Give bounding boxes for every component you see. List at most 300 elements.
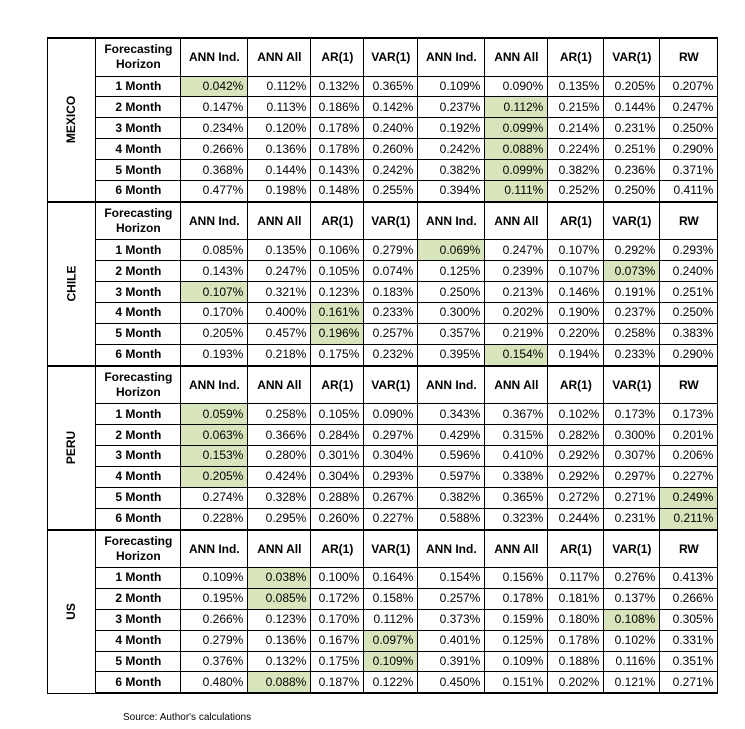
best-value-cell: 0.038% xyxy=(248,568,311,589)
value-cell: 0.109% xyxy=(181,568,248,589)
table-row xyxy=(48,344,718,365)
value-cell: 0.228% xyxy=(181,508,248,529)
horizon-label: 5 Month xyxy=(96,487,181,508)
value-cell: 0.331% xyxy=(660,630,718,651)
value-cell: 0.106% xyxy=(311,240,364,261)
country-name: US xyxy=(64,603,79,621)
value-cell: 0.112% xyxy=(248,76,311,97)
country-label xyxy=(48,366,96,530)
forecasting-horizon-header: Forecasting Horizon xyxy=(96,202,181,240)
table-row xyxy=(48,568,718,589)
horizon-label: 3 Month xyxy=(96,118,181,139)
value-cell: 0.257% xyxy=(418,588,485,609)
value-cell: 0.190% xyxy=(548,303,604,324)
value-cell: 0.178% xyxy=(311,118,364,139)
value-cell: 0.413% xyxy=(660,568,718,589)
value-cell: 0.257% xyxy=(364,323,418,344)
value-cell: 0.202% xyxy=(485,303,548,324)
horizon-label: 1 Month xyxy=(96,240,181,261)
header-row xyxy=(48,202,718,240)
value-cell: 0.271% xyxy=(604,487,660,508)
column-header: ANN All xyxy=(485,366,548,404)
value-cell: 0.148% xyxy=(311,180,364,201)
value-cell: 0.201% xyxy=(660,425,718,446)
value-cell: 0.382% xyxy=(548,160,604,181)
value-cell: 0.159% xyxy=(485,609,548,630)
value-cell: 0.383% xyxy=(660,323,718,344)
country-name: CHILE xyxy=(64,265,79,302)
value-cell: 0.276% xyxy=(604,568,660,589)
value-cell: 0.293% xyxy=(660,240,718,261)
table-row xyxy=(48,588,718,609)
horizon-label: 3 Month xyxy=(96,609,181,630)
value-cell: 0.198% xyxy=(248,180,311,201)
value-cell: 0.192% xyxy=(418,118,485,139)
value-cell: 0.135% xyxy=(248,240,311,261)
value-cell: 0.282% xyxy=(548,425,604,446)
value-cell: 0.202% xyxy=(548,672,604,693)
value-cell: 0.365% xyxy=(364,76,418,97)
table-row xyxy=(48,672,718,693)
country-label xyxy=(48,530,96,694)
value-cell: 0.175% xyxy=(311,344,364,365)
value-cell: 0.239% xyxy=(485,261,548,282)
table-row xyxy=(48,323,718,344)
value-cell: 0.144% xyxy=(248,160,311,181)
value-cell: 0.305% xyxy=(660,609,718,630)
column-header: VAR(1) xyxy=(364,38,418,76)
value-cell: 0.295% xyxy=(248,508,311,529)
value-cell: 0.191% xyxy=(604,282,660,303)
value-cell: 0.596% xyxy=(418,445,485,466)
best-value-cell: 0.111% xyxy=(485,180,548,201)
value-cell: 0.279% xyxy=(364,240,418,261)
value-cell: 0.218% xyxy=(248,344,311,365)
forecast-error-table xyxy=(47,37,718,694)
value-cell: 0.105% xyxy=(311,404,364,425)
best-value-cell: 0.085% xyxy=(248,588,311,609)
horizon-label: 1 Month xyxy=(96,568,181,589)
value-cell: 0.173% xyxy=(604,404,660,425)
best-value-cell: 0.099% xyxy=(485,118,548,139)
horizon-label: 4 Month xyxy=(96,630,181,651)
best-value-cell: 0.063% xyxy=(181,425,248,446)
value-cell: 0.175% xyxy=(311,651,364,672)
column-header: ANN All xyxy=(485,202,548,240)
value-cell: 0.255% xyxy=(364,180,418,201)
column-header: ANN Ind. xyxy=(181,202,248,240)
value-cell: 0.214% xyxy=(548,118,604,139)
best-value-cell: 0.069% xyxy=(418,240,485,261)
horizon-label: 2 Month xyxy=(96,425,181,446)
column-header: ANN All xyxy=(248,366,311,404)
value-cell: 0.102% xyxy=(548,404,604,425)
value-cell: 0.376% xyxy=(181,651,248,672)
value-cell: 0.429% xyxy=(418,425,485,446)
value-cell: 0.215% xyxy=(548,97,604,118)
value-cell: 0.090% xyxy=(485,76,548,97)
value-cell: 0.480% xyxy=(181,672,248,693)
value-cell: 0.351% xyxy=(660,651,718,672)
best-value-cell: 0.211% xyxy=(660,508,718,529)
best-value-cell: 0.088% xyxy=(248,672,311,693)
best-value-cell: 0.109% xyxy=(364,651,418,672)
value-cell: 0.258% xyxy=(248,404,311,425)
value-cell: 0.237% xyxy=(418,97,485,118)
column-header: ANN All xyxy=(248,202,311,240)
value-cell: 0.250% xyxy=(418,282,485,303)
horizon-label: 2 Month xyxy=(96,261,181,282)
column-header: ANN Ind. xyxy=(418,38,485,76)
best-value-cell: 0.097% xyxy=(364,630,418,651)
value-cell: 0.321% xyxy=(248,282,311,303)
value-cell: 0.178% xyxy=(485,588,548,609)
country-name: PERU xyxy=(64,430,79,465)
value-cell: 0.137% xyxy=(604,588,660,609)
value-cell: 0.288% xyxy=(311,487,364,508)
value-cell: 0.102% xyxy=(604,630,660,651)
value-cell: 0.132% xyxy=(311,76,364,97)
best-value-cell: 0.042% xyxy=(181,76,248,97)
horizon-label: 4 Month xyxy=(96,466,181,487)
value-cell: 0.205% xyxy=(604,76,660,97)
column-header: VAR(1) xyxy=(364,366,418,404)
table-row xyxy=(48,651,718,672)
value-cell: 0.123% xyxy=(311,282,364,303)
value-cell: 0.237% xyxy=(604,303,660,324)
column-header: VAR(1) xyxy=(604,202,660,240)
value-cell: 0.181% xyxy=(548,588,604,609)
value-cell: 0.164% xyxy=(364,568,418,589)
value-cell: 0.368% xyxy=(181,160,248,181)
value-cell: 0.315% xyxy=(485,425,548,446)
horizon-label: 4 Month xyxy=(96,303,181,324)
value-cell: 0.307% xyxy=(604,445,660,466)
value-cell: 0.300% xyxy=(604,425,660,446)
value-cell: 0.173% xyxy=(660,404,718,425)
value-cell: 0.107% xyxy=(548,240,604,261)
best-value-cell: 0.088% xyxy=(485,139,548,160)
value-cell: 0.220% xyxy=(548,323,604,344)
value-cell: 0.284% xyxy=(311,425,364,446)
forecasting-horizon-header: Forecasting Horizon xyxy=(96,530,181,568)
header-row xyxy=(48,38,718,76)
value-cell: 0.266% xyxy=(181,139,248,160)
value-cell: 0.205% xyxy=(181,323,248,344)
horizon-label: 1 Month xyxy=(96,404,181,425)
column-header: AR(1) xyxy=(548,530,604,568)
value-cell: 0.328% xyxy=(248,487,311,508)
table-row xyxy=(48,404,718,425)
horizon-label: 6 Month xyxy=(96,672,181,693)
horizon-label: 5 Month xyxy=(96,160,181,181)
value-cell: 0.251% xyxy=(604,139,660,160)
value-cell: 0.395% xyxy=(418,344,485,365)
value-cell: 0.142% xyxy=(364,97,418,118)
value-cell: 0.297% xyxy=(604,466,660,487)
value-cell: 0.410% xyxy=(485,445,548,466)
table-row xyxy=(48,97,718,118)
value-cell: 0.290% xyxy=(660,139,718,160)
column-header: RW xyxy=(660,38,718,76)
value-cell: 0.242% xyxy=(418,139,485,160)
value-cell: 0.144% xyxy=(604,97,660,118)
value-cell: 0.109% xyxy=(485,651,548,672)
value-cell: 0.292% xyxy=(548,466,604,487)
header-row xyxy=(48,530,718,568)
value-cell: 0.240% xyxy=(364,118,418,139)
value-cell: 0.236% xyxy=(604,160,660,181)
value-cell: 0.125% xyxy=(485,630,548,651)
value-cell: 0.424% xyxy=(248,466,311,487)
value-cell: 0.154% xyxy=(418,568,485,589)
value-cell: 0.343% xyxy=(418,404,485,425)
horizon-label: 6 Month xyxy=(96,344,181,365)
value-cell: 0.231% xyxy=(604,118,660,139)
horizon-label: 6 Month xyxy=(96,180,181,201)
value-cell: 0.250% xyxy=(660,118,718,139)
value-cell: 0.401% xyxy=(418,630,485,651)
column-header: VAR(1) xyxy=(604,530,660,568)
value-cell: 0.109% xyxy=(418,76,485,97)
value-cell: 0.107% xyxy=(548,261,604,282)
column-header: AR(1) xyxy=(548,366,604,404)
column-header: ANN All xyxy=(485,530,548,568)
value-cell: 0.323% xyxy=(485,508,548,529)
column-header: ANN Ind. xyxy=(181,530,248,568)
value-cell: 0.116% xyxy=(604,651,660,672)
column-header: VAR(1) xyxy=(364,530,418,568)
value-cell: 0.373% xyxy=(418,609,485,630)
value-cell: 0.279% xyxy=(181,630,248,651)
best-value-cell: 0.249% xyxy=(660,487,718,508)
column-header: AR(1) xyxy=(548,202,604,240)
value-cell: 0.247% xyxy=(660,97,718,118)
table-row xyxy=(48,303,718,324)
horizon-label: 1 Month xyxy=(96,76,181,97)
best-value-cell: 0.153% xyxy=(181,445,248,466)
value-cell: 0.178% xyxy=(548,630,604,651)
country-label xyxy=(48,202,96,366)
table-row xyxy=(48,487,718,508)
value-cell: 0.117% xyxy=(548,568,604,589)
value-cell: 0.382% xyxy=(418,487,485,508)
value-cell: 0.105% xyxy=(311,261,364,282)
column-header: AR(1) xyxy=(311,202,364,240)
value-cell: 0.120% xyxy=(248,118,311,139)
column-header: ANN All xyxy=(248,530,311,568)
value-cell: 0.213% xyxy=(485,282,548,303)
value-cell: 0.394% xyxy=(418,180,485,201)
country-label xyxy=(48,38,96,202)
value-cell: 0.178% xyxy=(311,139,364,160)
horizon-label: 4 Month xyxy=(96,139,181,160)
value-cell: 0.125% xyxy=(418,261,485,282)
value-cell: 0.123% xyxy=(248,609,311,630)
column-header: VAR(1) xyxy=(604,38,660,76)
table-row xyxy=(48,180,718,201)
value-cell: 0.085% xyxy=(181,240,248,261)
horizon-label: 2 Month xyxy=(96,97,181,118)
horizon-label: 5 Month xyxy=(96,323,181,344)
column-header: ANN All xyxy=(485,38,548,76)
best-value-cell: 0.108% xyxy=(604,609,660,630)
value-cell: 0.143% xyxy=(181,261,248,282)
value-cell: 0.187% xyxy=(311,672,364,693)
value-cell: 0.280% xyxy=(248,445,311,466)
value-cell: 0.252% xyxy=(548,180,604,201)
best-value-cell: 0.099% xyxy=(485,160,548,181)
source-note: Source: Author's calculations xyxy=(123,712,252,723)
value-cell: 0.382% xyxy=(418,160,485,181)
best-value-cell: 0.154% xyxy=(485,344,548,365)
country-name: MEXICO xyxy=(64,96,79,144)
value-cell: 0.290% xyxy=(660,344,718,365)
table-row xyxy=(48,139,718,160)
value-cell: 0.247% xyxy=(485,240,548,261)
table-row xyxy=(48,282,718,303)
column-header: ANN Ind. xyxy=(181,366,248,404)
best-value-cell: 0.196% xyxy=(311,323,364,344)
value-cell: 0.244% xyxy=(548,508,604,529)
value-cell: 0.267% xyxy=(364,487,418,508)
forecasting-horizon-header: Forecasting Horizon xyxy=(96,38,181,76)
table-row xyxy=(48,445,718,466)
value-cell: 0.266% xyxy=(660,588,718,609)
value-cell: 0.457% xyxy=(248,323,311,344)
value-cell: 0.271% xyxy=(660,672,718,693)
value-cell: 0.292% xyxy=(604,240,660,261)
value-cell: 0.188% xyxy=(548,651,604,672)
best-value-cell: 0.073% xyxy=(604,261,660,282)
table-row xyxy=(48,76,718,97)
column-header: VAR(1) xyxy=(604,366,660,404)
column-header: AR(1) xyxy=(548,38,604,76)
value-cell: 0.219% xyxy=(485,323,548,344)
table-row xyxy=(48,609,718,630)
value-cell: 0.156% xyxy=(485,568,548,589)
horizon-label: 3 Month xyxy=(96,282,181,303)
value-cell: 0.292% xyxy=(548,445,604,466)
value-cell: 0.170% xyxy=(181,303,248,324)
value-cell: 0.121% xyxy=(604,672,660,693)
horizon-label: 2 Month xyxy=(96,588,181,609)
value-cell: 0.112% xyxy=(364,609,418,630)
value-cell: 0.247% xyxy=(248,261,311,282)
horizon-label: 5 Month xyxy=(96,651,181,672)
table-row xyxy=(48,160,718,181)
value-cell: 0.250% xyxy=(604,180,660,201)
value-cell: 0.180% xyxy=(548,609,604,630)
table-row xyxy=(48,261,718,282)
table-row xyxy=(48,466,718,487)
value-cell: 0.227% xyxy=(364,508,418,529)
value-cell: 0.231% xyxy=(604,508,660,529)
table-row xyxy=(48,508,718,529)
value-cell: 0.100% xyxy=(311,568,364,589)
value-cell: 0.301% xyxy=(311,445,364,466)
value-cell: 0.143% xyxy=(311,160,364,181)
horizon-label: 6 Month xyxy=(96,508,181,529)
value-cell: 0.250% xyxy=(660,303,718,324)
value-cell: 0.146% xyxy=(548,282,604,303)
value-cell: 0.240% xyxy=(660,261,718,282)
value-cell: 0.234% xyxy=(181,118,248,139)
value-cell: 0.338% xyxy=(485,466,548,487)
value-cell: 0.170% xyxy=(311,609,364,630)
value-cell: 0.122% xyxy=(364,672,418,693)
column-header: AR(1) xyxy=(311,366,364,404)
column-header: RW xyxy=(660,366,718,404)
best-value-cell: 0.205% xyxy=(181,466,248,487)
value-cell: 0.206% xyxy=(660,445,718,466)
value-cell: 0.207% xyxy=(660,76,718,97)
value-cell: 0.136% xyxy=(248,630,311,651)
best-value-cell: 0.059% xyxy=(181,404,248,425)
value-cell: 0.090% xyxy=(364,404,418,425)
value-cell: 0.132% xyxy=(248,651,311,672)
value-cell: 0.300% xyxy=(418,303,485,324)
value-cell: 0.304% xyxy=(364,445,418,466)
value-cell: 0.391% xyxy=(418,651,485,672)
header-row xyxy=(48,366,718,404)
value-cell: 0.183% xyxy=(364,282,418,303)
column-header: ANN All xyxy=(248,38,311,76)
best-value-cell: 0.107% xyxy=(181,282,248,303)
value-cell: 0.233% xyxy=(604,344,660,365)
value-cell: 0.242% xyxy=(364,160,418,181)
column-header: RW xyxy=(660,530,718,568)
value-cell: 0.366% xyxy=(248,425,311,446)
value-cell: 0.074% xyxy=(364,261,418,282)
value-cell: 0.227% xyxy=(660,466,718,487)
value-cell: 0.233% xyxy=(364,303,418,324)
value-cell: 0.274% xyxy=(181,487,248,508)
value-cell: 0.266% xyxy=(181,609,248,630)
value-cell: 0.411% xyxy=(660,180,718,201)
column-header: VAR(1) xyxy=(364,202,418,240)
column-header: ANN Ind. xyxy=(181,38,248,76)
best-value-cell: 0.161% xyxy=(311,303,364,324)
value-cell: 0.304% xyxy=(311,466,364,487)
table-row xyxy=(48,630,718,651)
value-cell: 0.365% xyxy=(485,487,548,508)
value-cell: 0.151% xyxy=(485,672,548,693)
column-header: ANN Ind. xyxy=(418,530,485,568)
value-cell: 0.167% xyxy=(311,630,364,651)
column-header: ANN Ind. xyxy=(418,202,485,240)
table-row xyxy=(48,425,718,446)
value-cell: 0.224% xyxy=(548,139,604,160)
value-cell: 0.477% xyxy=(181,180,248,201)
table-row xyxy=(48,118,718,139)
value-cell: 0.260% xyxy=(311,508,364,529)
value-cell: 0.158% xyxy=(364,588,418,609)
column-header: AR(1) xyxy=(311,38,364,76)
forecasting-horizon-header: Forecasting Horizon xyxy=(96,366,181,404)
value-cell: 0.136% xyxy=(248,139,311,160)
value-cell: 0.367% xyxy=(485,404,548,425)
value-cell: 0.135% xyxy=(548,76,604,97)
value-cell: 0.293% xyxy=(364,466,418,487)
value-cell: 0.588% xyxy=(418,508,485,529)
value-cell: 0.193% xyxy=(181,344,248,365)
value-cell: 0.597% xyxy=(418,466,485,487)
value-cell: 0.400% xyxy=(248,303,311,324)
best-value-cell: 0.112% xyxy=(485,97,548,118)
value-cell: 0.186% xyxy=(311,97,364,118)
column-header: RW xyxy=(660,202,718,240)
